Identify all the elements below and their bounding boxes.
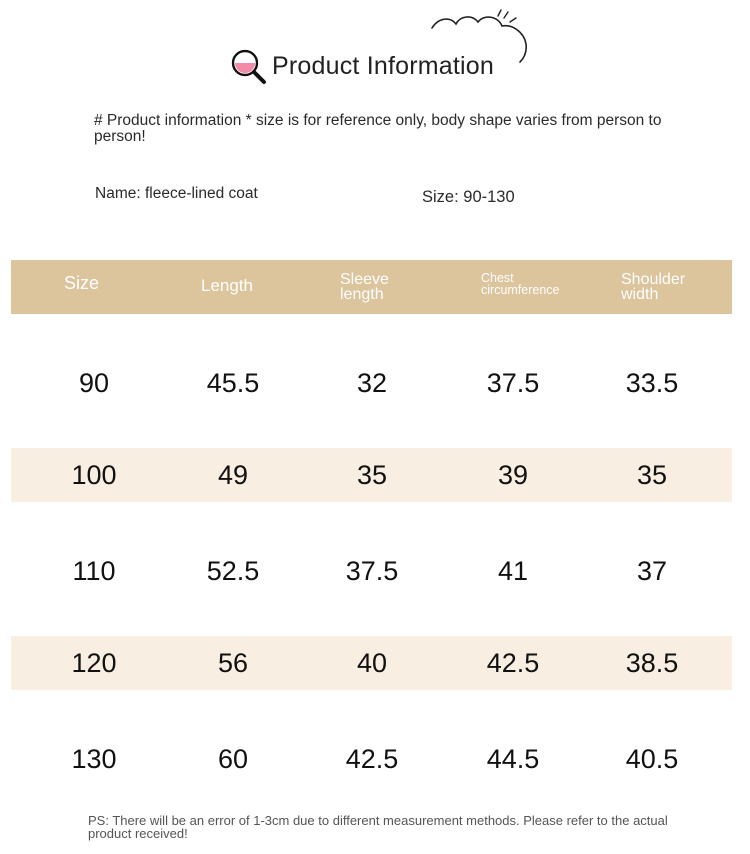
measurement-note: PS: There will be an error of 1-3cm due to different measurement methods. Please refer to the actual product received! — [88, 813, 668, 841]
header-size: Size — [64, 273, 100, 293]
cell-sleeve-length: 40 — [356, 648, 388, 678]
cell-shoulder-width: 33.5 — [625, 368, 679, 398]
cell-chest-circumference: 41 — [497, 556, 529, 586]
header-sleeve-length: Sleeve length — [340, 271, 389, 303]
header-shoulder-width: Shoulder width — [621, 271, 686, 303]
cell-sleeve-length: 32 — [356, 368, 388, 398]
cell-size: 100 — [71, 460, 117, 490]
cell-sleeve-length: 37.5 — [345, 556, 399, 586]
cell-size: 110 — [72, 556, 116, 586]
cell-length: 60 — [217, 744, 249, 774]
table-row — [11, 356, 732, 410]
cell-shoulder-width: 40.5 — [625, 744, 679, 774]
reference-note: # Product information * size is for reference only, body shape varies from person to person! — [94, 112, 662, 145]
table-header — [11, 260, 732, 314]
table-row — [11, 448, 732, 502]
table-row — [11, 544, 732, 598]
size-range: Size: 90-130 — [422, 188, 515, 206]
cell-chest-circumference: 42.5 — [486, 648, 540, 678]
header-chest-circumference: Chest circumference — [481, 271, 560, 297]
header-length: Length — [201, 276, 253, 295]
cell-shoulder-width: 38.5 — [625, 648, 679, 678]
cell-length: 45.5 — [206, 368, 260, 398]
cell-chest-circumference: 37.5 — [486, 368, 540, 398]
cell-sleeve-length: 35 — [356, 460, 388, 490]
cell-shoulder-width: 37 — [636, 556, 668, 586]
page-title: Product Information — [272, 51, 494, 80]
cell-chest-circumference: 44.5 — [486, 744, 540, 774]
cell-size: 90 — [78, 368, 110, 398]
product-name: Name: fleece-lined coat — [95, 185, 258, 202]
cell-shoulder-width: 35 — [636, 460, 668, 490]
magnifier-icon — [228, 46, 268, 86]
cell-length: 52.5 — [206, 556, 260, 586]
cell-length: 56 — [217, 648, 249, 678]
table-row — [11, 636, 732, 690]
cell-length: 49 — [217, 460, 249, 490]
title-block — [228, 44, 494, 88]
cell-size: 120 — [71, 648, 117, 678]
cell-chest-circumference: 39 — [497, 460, 529, 490]
cell-size: 130 — [71, 744, 117, 774]
table-row — [11, 732, 732, 786]
cell-sleeve-length: 42.5 — [345, 744, 399, 774]
